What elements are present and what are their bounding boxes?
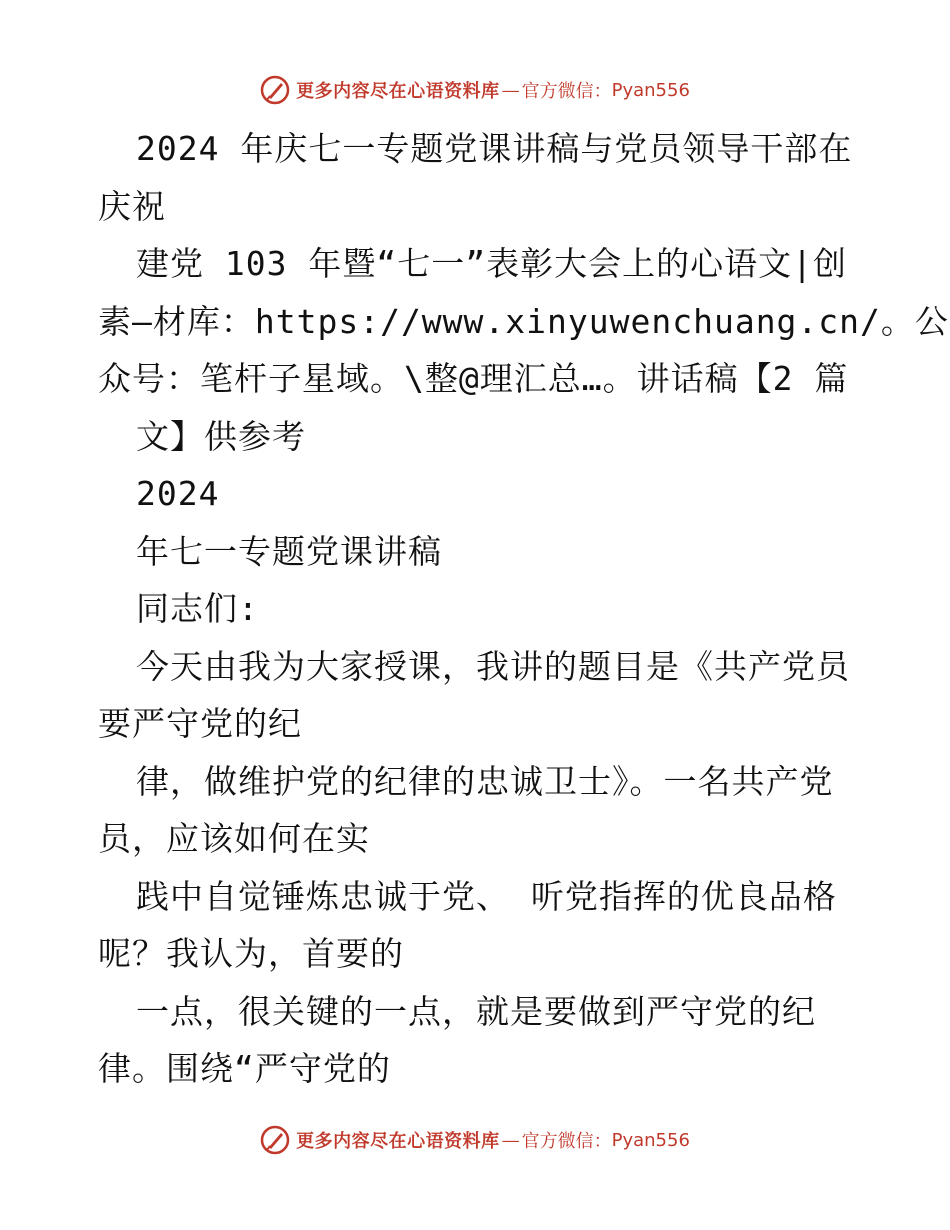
text-line: 建党 103 年暨“七一”表彰大会上的心语文|创 [136,244,847,283]
text-line: 文】供参考 [136,416,306,456]
text-line: 年七一专题党课讲稿 [136,531,442,571]
watermark-wechat-label: 官方微信： [521,81,612,102]
watermark-main-text: 更多内容尽在心语资料库 [296,1131,500,1152]
text-line: 律。围绕“严守党的 [98,1049,391,1088]
text-line: 呢？我认为，首要的 [98,934,404,973]
text-line: 同志们: [136,589,259,628]
watermark-wechat-id: Pyan556 [611,1129,690,1151]
header-watermark [0,70,950,110]
text-line: 众号：笔杆子星域。\整@理汇总…。讲话稿【2 篇 [98,359,849,398]
watermark-separator: — [501,1129,520,1151]
quill-logo-icon [260,75,290,105]
watermark-separator: — [501,79,520,101]
text-line: 2024 年庆七一专题党课讲稿与党员领导干部在 [136,129,853,168]
quill-logo-icon [260,1125,290,1155]
text-line: 员，应该如何在实 [98,819,370,858]
text-line: 今天由我为大家授课，我讲的题目是《共产党员 [136,646,850,686]
text-line: 一点，很关键的一点，就是要做到严守党的纪 [136,991,816,1031]
text-line: 庆祝 [98,186,166,226]
watermark-wechat-label: 官方微信： [521,1131,612,1152]
text-line: 践中自觉锤炼忠诚于党、 听党指挥的优良品格 [136,876,837,916]
text-line: 要严守党的纪 [98,704,302,743]
footer-watermark [0,1120,950,1160]
document-body [98,120,949,1098]
watermark-main-text: 更多内容尽在心语资料库 [296,81,500,102]
watermark-wechat-id: Pyan556 [611,79,690,101]
text-line: 律，做维护党的纪律的忠诚卫士》。一名共产党 [136,761,834,801]
text-line: 素—材库：https://www.xinyuwenchuang.cn/。公 [98,301,949,341]
text-line: 2024 [136,474,220,513]
